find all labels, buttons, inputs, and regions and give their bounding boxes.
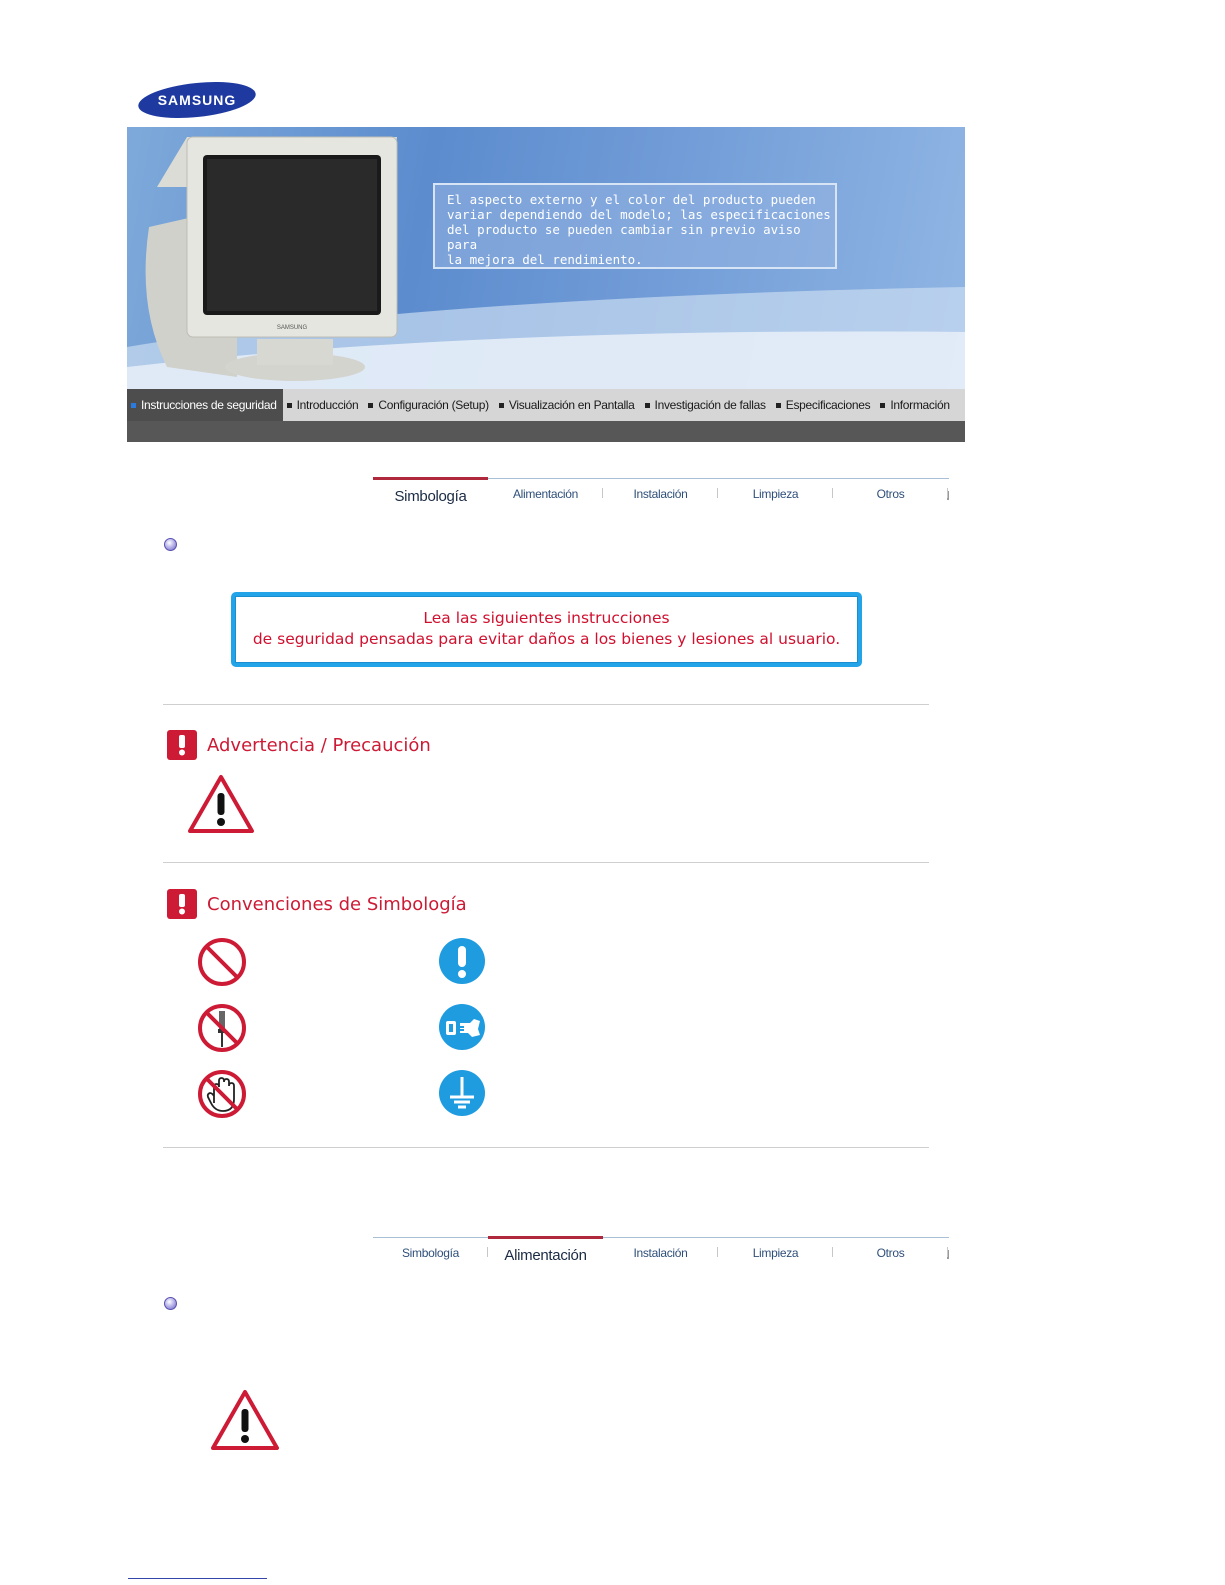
nav-item-label: Instrucciones de seguridad bbox=[141, 398, 277, 412]
exclamation-icon bbox=[167, 889, 197, 919]
nav-item-informacion[interactable] bbox=[876, 389, 955, 421]
nav-subbar bbox=[127, 421, 965, 442]
section-title: Advertencia / Precaución bbox=[207, 734, 431, 756]
tab-instalacion[interactable]: Instalación bbox=[603, 1238, 718, 1267]
tab-simbologia[interactable]: Simbología bbox=[373, 477, 488, 509]
nav-bullet-icon bbox=[131, 403, 136, 408]
section-warning-header bbox=[167, 730, 431, 760]
divider bbox=[163, 1147, 929, 1148]
main-nav bbox=[127, 389, 965, 421]
monitor-brand-label: SAMSUNG bbox=[276, 325, 308, 331]
banner-notice: El aspecto externo y el color del producto pueden variar dependiendo del modelo; las especificaciones del producto se pueden cambiar sin previo aviso para la mejora del rendimiento. bbox=[433, 183, 837, 269]
nav-bullet-icon bbox=[776, 403, 781, 408]
warning-triangle-icon bbox=[209, 1388, 281, 1452]
nav-bullet-icon bbox=[499, 403, 504, 408]
nav-bullet-icon bbox=[645, 403, 650, 408]
tab-limpieza[interactable]: Limpieza bbox=[718, 1238, 833, 1267]
header-banner bbox=[127, 127, 965, 389]
nav-item-label: Introducción bbox=[296, 398, 359, 412]
section-conventions-header bbox=[167, 889, 467, 919]
nav-item-investigacion[interactable] bbox=[641, 389, 772, 421]
tab-otros[interactable]: Otros bbox=[833, 1238, 948, 1267]
tab-simbologia[interactable]: Simbología bbox=[373, 1238, 488, 1267]
do-not-touch-icon bbox=[197, 1069, 247, 1119]
nav-item-configuracion[interactable] bbox=[364, 389, 494, 421]
tab-alimentacion[interactable]: Alimentación bbox=[488, 1236, 603, 1268]
nav-item-label: Investigación de fallas bbox=[654, 398, 766, 412]
nav-item-instrucciones[interactable] bbox=[127, 389, 283, 421]
tab-instalacion[interactable]: Instalación bbox=[603, 479, 718, 508]
nav-bullet-icon bbox=[368, 403, 373, 408]
tab-limpieza[interactable]: Limpieza bbox=[718, 479, 833, 508]
nav-bullet-icon bbox=[287, 403, 292, 408]
warning-triangle-icon bbox=[186, 773, 256, 835]
prohibited-icon bbox=[197, 937, 247, 987]
do-not-disassemble-icon bbox=[197, 1003, 247, 1053]
nav-item-visualizacion[interactable] bbox=[495, 389, 641, 421]
nav-item-label: Visualización en Pantalla bbox=[508, 398, 635, 412]
section-bullet-icon bbox=[164, 538, 177, 551]
samsung-logo bbox=[137, 81, 257, 119]
section-bullet-icon bbox=[164, 1297, 177, 1310]
sub-tabs-top bbox=[373, 478, 949, 508]
nav-item-label: Información bbox=[890, 398, 950, 412]
nav-bullet-icon bbox=[880, 403, 885, 408]
nav-item-label: Especificaciones bbox=[785, 398, 871, 412]
safety-notice bbox=[231, 592, 862, 667]
logo-text: SAMSUNG bbox=[157, 92, 237, 108]
exclamation-icon bbox=[167, 730, 197, 760]
footer-link-underline bbox=[128, 1578, 267, 1579]
ground-icon bbox=[438, 1069, 486, 1117]
unplug-icon bbox=[438, 1003, 486, 1051]
nav-item-introduccion[interactable] bbox=[283, 389, 365, 421]
divider bbox=[163, 704, 929, 705]
nav-item-label: Configuración (Setup) bbox=[378, 398, 489, 412]
section-title: Convenciones de Simbología bbox=[207, 893, 467, 915]
divider bbox=[163, 862, 929, 863]
safety-notice-line2: de seguridad pensadas para evitar daños a los bienes y lesiones al usuario. bbox=[252, 630, 841, 648]
tab-otros[interactable]: Otros bbox=[833, 479, 948, 508]
nav-item-especificaciones[interactable] bbox=[772, 389, 877, 421]
tab-alimentacion[interactable]: Alimentación bbox=[488, 479, 603, 508]
sub-tabs-bottom bbox=[373, 1237, 949, 1267]
safety-notice-line1: Lea las siguientes instrucciones bbox=[423, 609, 670, 627]
important-icon bbox=[438, 937, 486, 985]
